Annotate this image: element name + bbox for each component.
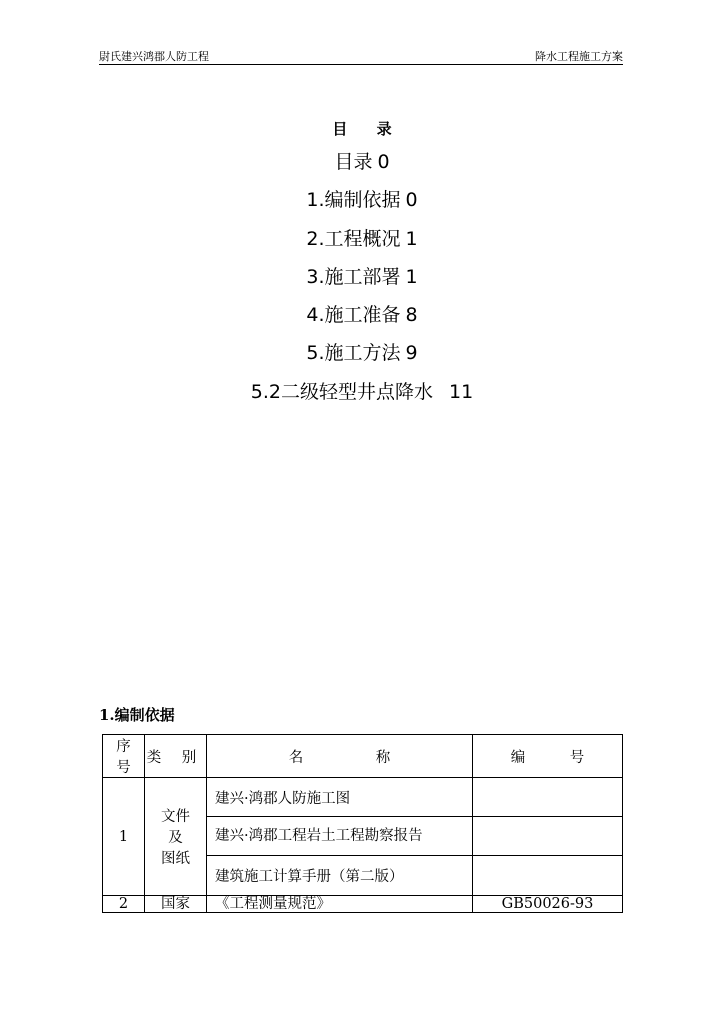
cell-name: 建兴·鸿郡工程岩土工程勘察报告	[207, 817, 473, 856]
cell-code	[473, 778, 623, 817]
page-header	[99, 50, 623, 65]
toc-item-page: 9	[405, 342, 418, 365]
cell-code	[473, 856, 623, 896]
toc-item[interactable]	[0, 146, 724, 184]
category-line: 图纸	[161, 851, 190, 867]
toc-item[interactable]	[0, 184, 724, 222]
section-title: 1.编制依据	[99, 706, 175, 724]
toc-item-page: 0	[405, 189, 418, 212]
cell-code: GB50026-93	[473, 896, 623, 913]
toc-item[interactable]	[0, 223, 724, 261]
table-header-row	[103, 735, 623, 778]
header-code-label: 编 号	[510, 749, 585, 766]
cell-category	[145, 778, 207, 896]
cell-code	[473, 817, 623, 856]
header-cell-category	[145, 735, 207, 778]
toc-item-label: 4.施工准备	[306, 304, 401, 327]
toc-item-page: 0	[377, 151, 390, 173]
toc-item-label: 3.施工部署	[306, 265, 401, 288]
toc-heading: 目 录	[332, 120, 404, 138]
header-document-title: 降水工程施工方案	[535, 50, 623, 63]
toc-item[interactable]	[0, 299, 724, 337]
header-category-label: 类 别	[146, 749, 205, 766]
header-project-name: 尉氏建兴鸿郡人防工程	[99, 50, 209, 63]
table-row	[103, 778, 623, 817]
toc-item-page: 1	[405, 227, 418, 250]
cell-category: 国家	[145, 896, 207, 913]
cell-no: 1	[103, 778, 145, 896]
header-name-label: 名 称	[288, 749, 391, 766]
header-cell-code	[473, 735, 623, 778]
cell-no: 2	[103, 896, 145, 913]
header-no-line2: 号	[116, 760, 131, 776]
toc-item[interactable]	[0, 261, 724, 299]
cell-name: 建兴·鸿郡人防施工图	[207, 778, 473, 817]
toc-item-label: 5.2二级轻型井点降水	[250, 380, 434, 403]
category-line: 及	[168, 830, 183, 846]
toc-item-page: 8	[405, 304, 418, 327]
table-row	[103, 896, 623, 913]
basis-table	[102, 734, 623, 913]
toc-item[interactable]	[0, 337, 724, 375]
toc-list	[0, 146, 724, 414]
toc-item-label: 5.施工方法	[306, 342, 401, 365]
toc-item-label: 2.工程概况	[306, 227, 401, 250]
category-line: 文件	[161, 809, 190, 825]
toc-item-label: 1.编制依据	[306, 189, 401, 212]
header-cell-name	[207, 735, 473, 778]
cell-name: 建筑施工计算手册（第二版）	[207, 856, 473, 896]
header-cell-no	[103, 735, 145, 778]
toc-item[interactable]	[0, 376, 724, 414]
toc-item-label: 目录	[334, 151, 373, 173]
header-no-line1: 序	[116, 739, 131, 755]
toc-item-page: 11	[449, 380, 474, 403]
toc-item-page: 1	[405, 265, 418, 288]
cell-name: 《工程测量规范》	[207, 896, 473, 913]
